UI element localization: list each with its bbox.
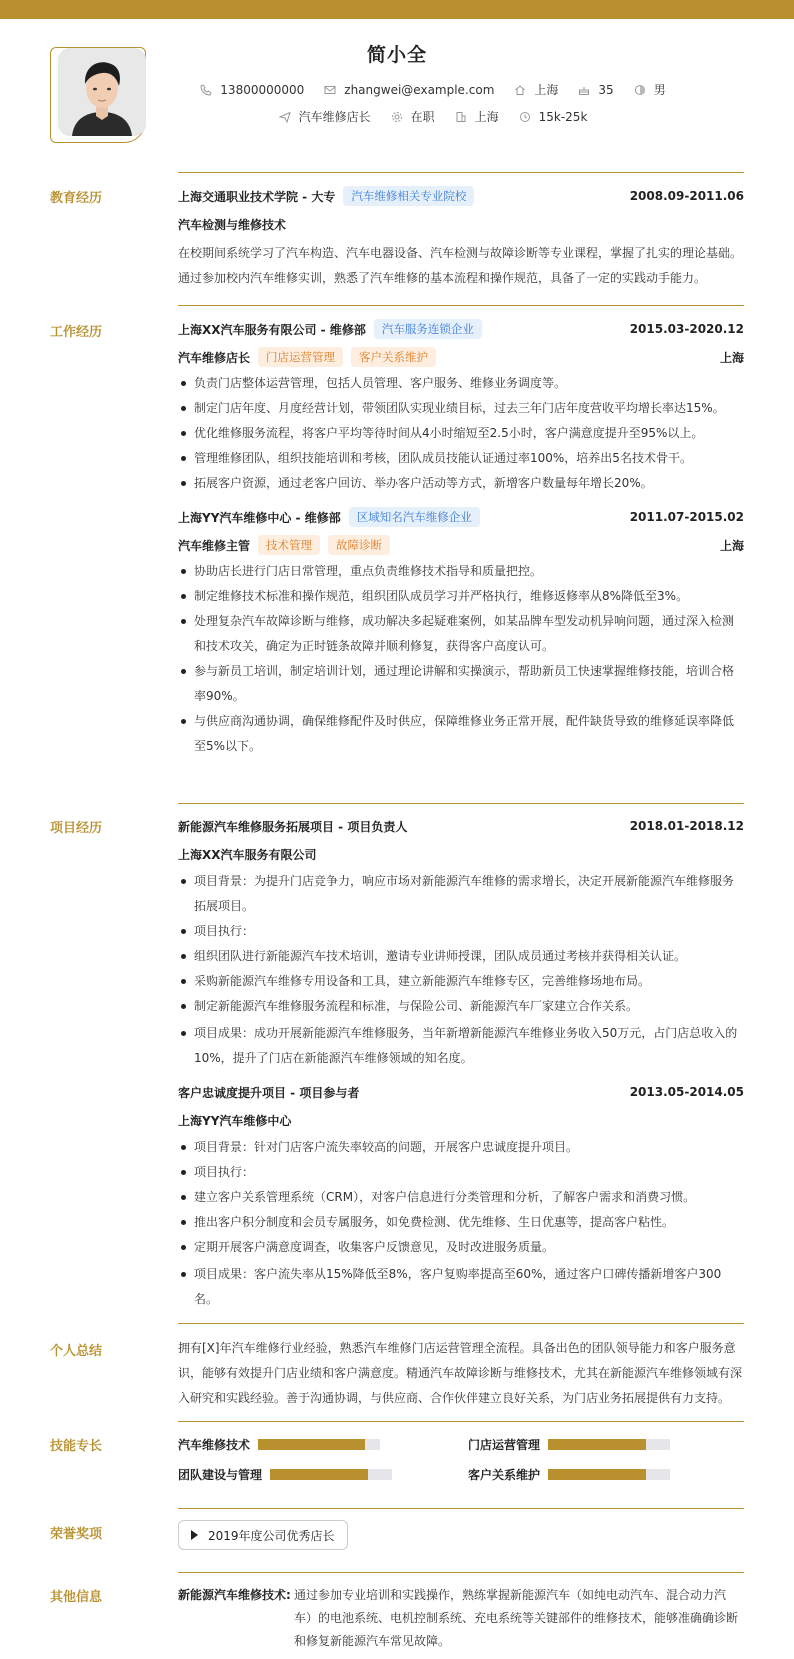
- work-location: 上海: [719, 350, 744, 365]
- phone-item: [200, 83, 304, 97]
- skill-bar: [548, 1439, 670, 1450]
- list-item: 定期开展客户满意度调查，收集客户反馈意见，及时改进服务质量。: [178, 1235, 744, 1260]
- email-item: [324, 83, 494, 97]
- project-date: 2018.01-2018.12: [629, 819, 744, 833]
- work-role-row: [178, 534, 744, 556]
- project-date: 2013.05-2014.05: [629, 1085, 744, 1099]
- mail-icon: [324, 84, 336, 96]
- list-item: 推出客户积分制度和会员专属服务，如免费检测、优先维修、生日优惠等，提高客户粘性。: [178, 1210, 744, 1235]
- other-label: 新能源汽车维修技术:: [178, 1588, 291, 1602]
- gender-text: 男: [653, 83, 666, 97]
- send-icon: [279, 111, 291, 123]
- skill-bar: [258, 1439, 380, 1450]
- list-item: 组织团队进行新能源汽车技术培训，邀请专业讲师授课，团队成员通过考核并获得相关认证。: [178, 944, 744, 969]
- section-title-work: 工作经历: [50, 325, 103, 340]
- list-item: 参与新员工培训，制定培训计划，通过理论讲解和实操演示，帮助新员工快速掌握维修技能，培训合格率90%。: [178, 659, 744, 709]
- project-bullets: [178, 869, 744, 1071]
- section-title-project: 项目经历: [50, 821, 103, 836]
- home-icon: [514, 84, 526, 96]
- play-icon: [191, 1530, 198, 1540]
- school-name: 上海交通职业技术学院 - 大专: [178, 189, 336, 204]
- skill-tag: 故障诊断: [328, 535, 390, 555]
- job-text: 汽车维修店长: [298, 110, 371, 124]
- list-item: 协助店长进行门店日常管理，重点负责维修技术指导和质量把控。: [178, 559, 744, 584]
- section-divider: [178, 1421, 744, 1422]
- work-header: [178, 318, 744, 340]
- other-section: [178, 1584, 744, 1653]
- section-divider: [178, 803, 744, 804]
- list-item: 负责门店整体运营管理，包括人员管理、客户服务、维修业务调度等。: [178, 371, 744, 396]
- skills-section: [178, 1436, 744, 1483]
- phone-icon: [200, 84, 212, 96]
- work-section: [178, 318, 744, 759]
- project-section: [178, 815, 744, 1312]
- school-tag: 汽车维修相关专业院校: [343, 186, 474, 206]
- status-text: 在职: [410, 110, 435, 124]
- skill-bar-fill: [548, 1439, 646, 1450]
- age-text: 35: [598, 82, 614, 97]
- salary-text: 15k-25k: [538, 109, 588, 124]
- project-name: 新能源汽车维修服务拓展项目 - 项目负责人: [178, 819, 408, 834]
- work-location: 上海: [719, 538, 744, 553]
- list-item: 项目背景：针对门店客户流失率较高的问题，开展客户忠诚度提升项目。: [178, 1135, 744, 1160]
- list-item: 制定新能源汽车维修服务流程和标准，与保险公司、新能源汽车厂家建立合作关系。: [178, 994, 744, 1019]
- gear-icon: [391, 111, 403, 123]
- company-name: 上海YY汽车维修中心 - 维修部: [178, 510, 341, 525]
- skills-grid: [178, 1436, 744, 1483]
- work-date: 2015.03-2020.12: [629, 322, 744, 336]
- list-item: 项目执行：: [178, 919, 744, 944]
- awards-section: [178, 1520, 744, 1550]
- skill-bar-fill: [258, 1439, 365, 1450]
- list-item: 与供应商沟通协调，确保维修配件及时供应，保障维修业务正常开展，配件缺货导致的维修延误率降低至5%以下。: [178, 709, 744, 759]
- salary-item: [519, 110, 588, 124]
- section-divider: [178, 1572, 744, 1573]
- target-city-item: [455, 108, 499, 125]
- work-bullets: [178, 371, 744, 496]
- section-title-other: 其他信息: [50, 1590, 103, 1605]
- work-entry: [178, 506, 744, 759]
- skill-tag: 门店运营管理: [258, 347, 343, 367]
- section-title-education: 教育经历: [50, 191, 103, 206]
- list-item: 制定维修技术标准和操作规范，组织团队成员学习并严格执行，维修返修率从8%降低至3%。: [178, 584, 744, 609]
- job-intention-row: [36, 108, 794, 125]
- company-name: 上海XX汽车服务有限公司 - 维修部: [178, 322, 366, 337]
- skill-tag: 技术管理: [258, 535, 320, 555]
- city-item: [514, 81, 558, 98]
- work-date: 2011.07-2015.02: [629, 510, 744, 524]
- clock-icon: [519, 111, 531, 123]
- gender-item: [634, 81, 666, 98]
- summary-section: [178, 1336, 744, 1411]
- award-label: 2019年度公司优秀店长: [208, 1528, 335, 1543]
- other-text: 通过参加专业培训和实践操作，熟练掌握新能源汽车（如纯电动汽车、混合动力汽车）的电池系统、电机控制系统、充电系统等关键部件的维修技术，能够准确确诊断和修复新能源汽车常见故障。: [294, 1588, 739, 1648]
- skill-name: 汽车维修技术: [178, 1438, 251, 1452]
- job-title: 汽车维修店长: [178, 350, 251, 365]
- section-title-skills: 技能专长: [50, 1439, 103, 1454]
- city-text: 上海: [534, 83, 559, 97]
- section-divider: [178, 1508, 744, 1509]
- job-item: [279, 108, 371, 125]
- skill-tag: 客户关系维护: [351, 347, 436, 367]
- section-divider: [178, 1323, 744, 1324]
- work-bullets: [178, 559, 744, 759]
- email-text: zhangwei@example.com: [344, 82, 495, 97]
- skill-name: 客户关系维护: [468, 1468, 541, 1482]
- list-item: 建立客户关系管理系统（CRM），对客户信息进行分类管理和分析，了解客户需求和消费习惯。: [178, 1185, 744, 1210]
- award-item[interactable]: [178, 1520, 348, 1550]
- project-entry: [178, 815, 744, 1071]
- list-item: 管理维修团队，组织技能培训和考核，团队成员技能认证通过率100%，培养出5名技术骨干。: [178, 446, 744, 471]
- project-org: 上海XX汽车服务有限公司: [178, 847, 317, 862]
- work-role-row: [178, 346, 744, 368]
- list-item: 制定门店年度、月度经营计划，带领团队实现业绩目标，过去三年门店年度营收平均增长率达15%。: [178, 396, 744, 421]
- resume-header: [0, 19, 794, 172]
- skill-bar: [548, 1469, 670, 1480]
- skill-name: 团队建设与管理: [178, 1468, 263, 1482]
- building-icon: [455, 111, 467, 123]
- project-header: [178, 1081, 744, 1103]
- list-item: 项目执行：: [178, 1160, 744, 1185]
- age-item: [578, 83, 613, 97]
- education-date: 2008.09-2011.06: [629, 189, 744, 203]
- education-desc: 在校期间系统学习了汽车构造、汽车电器设备、汽车检测与故障诊断等专业课程，掌握了扎实的理论基础。通过参加校内汽车维修实训，熟悉了汽车维修的基本流程和操作规范，具备了一定的实践动手能力。: [178, 246, 743, 285]
- project-header: [178, 815, 744, 837]
- section-divider: [178, 172, 744, 173]
- skill-bar: [270, 1469, 392, 1480]
- list-item: 项目成果：客户流失率从15%降低至8%，客户复购率提高至60%，通过客户口碑传播新增客户300名。: [178, 1262, 744, 1312]
- education-header: [178, 185, 744, 207]
- skill-item: [468, 1436, 744, 1453]
- section-title-summary: 个人总结: [50, 1344, 103, 1359]
- summary-text: 拥有[X]年汽车维修行业经验，熟悉汽车维修门店运营管理全流程。具备出色的团队领导能力和客户服务意识，能够有效提升门店业绩和客户满意度。精通汽车故障诊断与维修技术，尤其在新能源汽车维修领域有深入研究和实践经验。善于沟通协调，与供应商、合作伙伴建立良好关系，为门店业务拓展提供有力支持。: [178, 1341, 743, 1405]
- list-item: 采购新能源汽车维修专用设备和工具，建立新能源汽车维修专区，完善维修场地布局。: [178, 969, 744, 994]
- top-accent-bar: [0, 0, 794, 19]
- candidate-name: 简小全: [366, 44, 427, 66]
- skill-item: [178, 1466, 468, 1483]
- list-item: 拓展客户资源，通过老客户回访、举办客户活动等方式，新增客户数量每年增长20%。: [178, 471, 744, 496]
- company-tag: 汽车服务连锁企业: [374, 319, 482, 339]
- work-header: [178, 506, 744, 528]
- contact-row: [36, 81, 794, 98]
- company-tag: 区域知名汽车维修企业: [349, 507, 480, 527]
- other-item: [178, 1584, 744, 1653]
- skill-name: 门店运营管理: [468, 1438, 541, 1452]
- major: 汽车检测与维修技术: [178, 217, 287, 232]
- list-item: 优化维修服务流程，将客户平均等待时间从4小时缩短至2.5小时，客户满意度提升至95%以上。: [178, 421, 744, 446]
- skill-bar-fill: [548, 1469, 646, 1480]
- project-bullets: [178, 1135, 744, 1312]
- cake-icon: [578, 84, 590, 96]
- skill-bar-fill: [270, 1469, 368, 1480]
- section-title-awards: 荣誉奖项: [50, 1527, 103, 1542]
- list-item: 项目成果：成功开展新能源汽车维修服务，当年新增新能源汽车维修业务收入50万元，占门店总收入的10%，提升了门店在新能源汽车维修领域的知名度。: [178, 1021, 744, 1071]
- phone-text: 13800000000: [220, 82, 305, 97]
- education-section: [178, 185, 744, 291]
- list-item: 项目背景：为提升门店竞争力，响应市场对新能源汽车维修的需求增长，决定开展新能源汽车维修服务拓展项目。: [178, 869, 744, 919]
- project-entry: [178, 1081, 744, 1312]
- work-entry: [178, 318, 744, 496]
- project-name: 客户忠诚度提升项目 - 项目参与者: [178, 1085, 360, 1100]
- skill-item: [468, 1466, 744, 1483]
- skill-item: [178, 1436, 468, 1453]
- project-org: 上海YY汽车维修中心: [178, 1113, 292, 1128]
- status-item: [391, 108, 435, 125]
- gender-icon: [634, 84, 646, 96]
- target-city-text: 上海: [474, 110, 499, 124]
- section-divider: [178, 305, 744, 306]
- list-item: 处理复杂汽车故障诊断与维修，成功解决多起疑难案例，如某品牌车型发动机异响问题，通过深入检测和技术攻关，确定为正时链条故障并顺利修复，获得客户高度认可。: [178, 609, 744, 659]
- job-title: 汽车维修主管: [178, 538, 251, 553]
